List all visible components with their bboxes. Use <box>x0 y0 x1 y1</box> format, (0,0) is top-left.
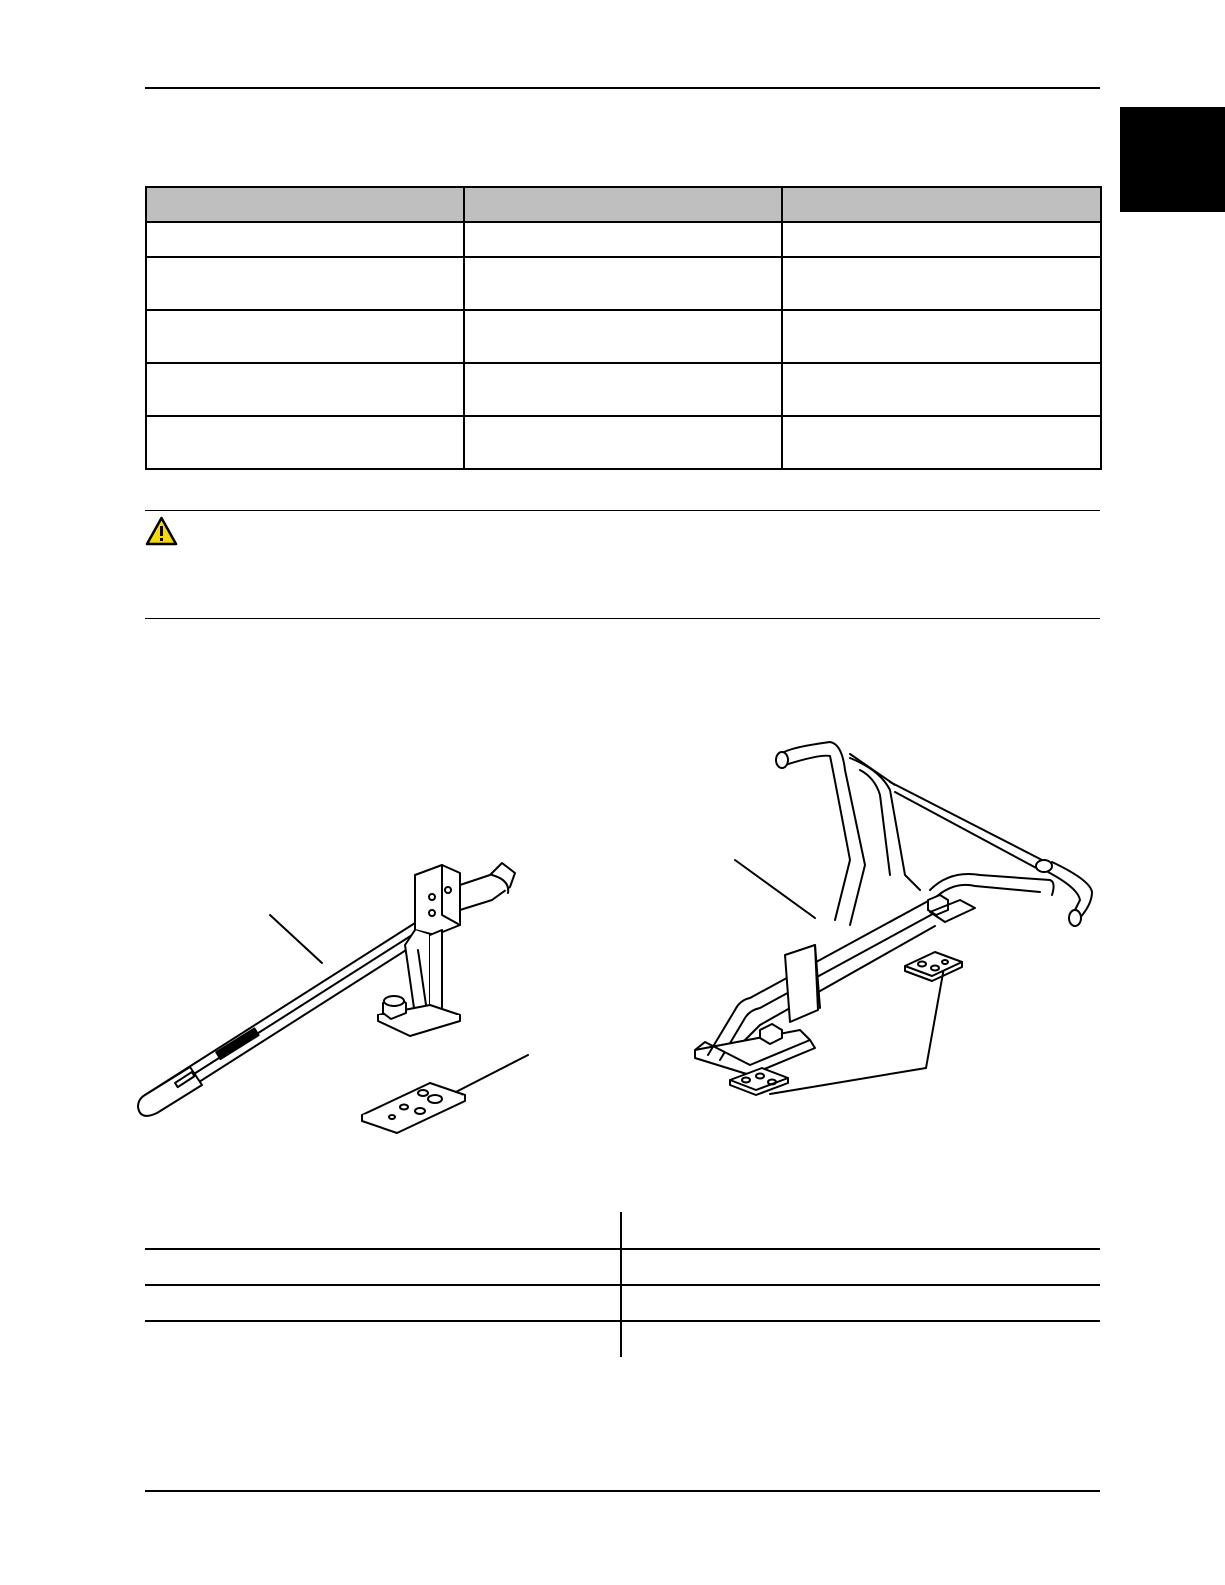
warning-top-rule <box>145 510 1100 511</box>
table-cell <box>464 416 782 469</box>
table-row <box>146 257 1101 310</box>
legend-row-rule <box>145 1320 1100 1322</box>
spec-table <box>145 186 1102 470</box>
table-row <box>146 416 1101 469</box>
table-cell <box>146 416 464 469</box>
legend-row-rule <box>145 1248 1100 1250</box>
lift-frame-tool-illustration <box>690 730 1110 1120</box>
table-row <box>146 310 1101 363</box>
table-cell <box>782 257 1101 310</box>
warning-bottom-rule <box>145 618 1100 619</box>
table-cell <box>146 310 464 363</box>
table-cell <box>146 222 464 257</box>
table-cell <box>464 222 782 257</box>
table-cell <box>464 257 782 310</box>
table-cell <box>146 257 464 310</box>
top-rule <box>145 87 1100 89</box>
legend-row-rule <box>145 1284 1100 1286</box>
table-row <box>146 363 1101 416</box>
table-header-cell <box>464 187 782 222</box>
table-row <box>146 222 1101 257</box>
table-cell <box>464 363 782 416</box>
lift-handle-tool-illustration <box>130 855 540 1165</box>
table-header-row <box>146 187 1101 222</box>
table-cell <box>464 310 782 363</box>
table-cell <box>782 363 1101 416</box>
legend-table <box>145 1212 1100 1357</box>
table-cell <box>782 310 1101 363</box>
table-cell <box>782 222 1101 257</box>
chapter-tab <box>1120 107 1225 212</box>
table-header-cell <box>146 187 464 222</box>
footer-rule <box>145 1490 1100 1492</box>
table-cell <box>782 416 1101 469</box>
table-cell <box>146 363 464 416</box>
table-header-cell <box>782 187 1101 222</box>
warning-triangle-icon <box>145 516 178 546</box>
